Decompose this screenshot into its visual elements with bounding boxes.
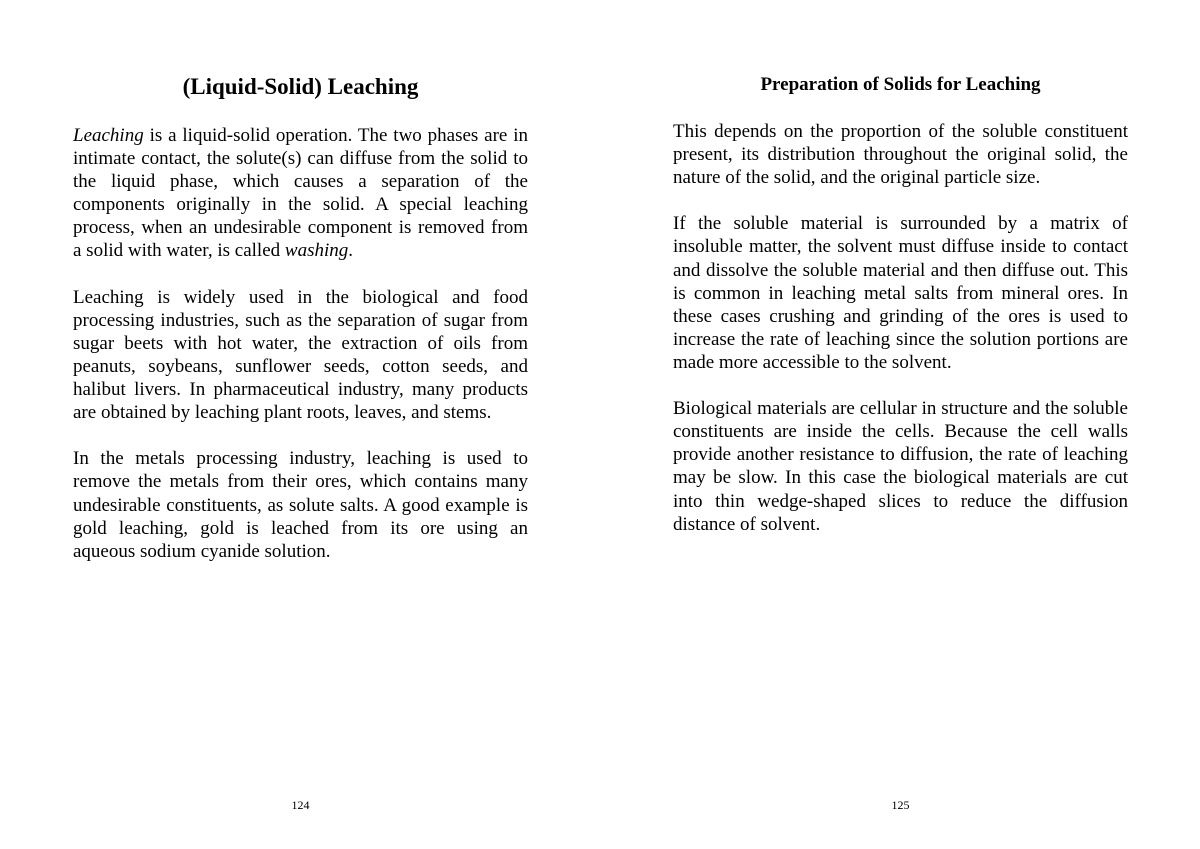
page-title: (Liquid-Solid) Leaching: [182, 74, 419, 99]
paragraph-text: is a liquid-solid operation. The two phases are in intimate contact, the solute(s) can diffuse from the solid to the liquid phase, which causes a separation of the components originally in the solid. A special leaching process, when an undesirable component is removed from a solid with water, is called: [73, 125, 528, 262]
body-text: [673, 120, 1128, 536]
page-number: 124: [291, 798, 310, 812]
paragraph: In the metals processing industry, leaching is used to remove the metals from their ores, which contains many undesirable constituents, as solute salts. A good example is gold leaching, gold is leached from its ore using an aqueous sodium cyanide solution.: [73, 448, 528, 562]
body-text: [73, 124, 528, 563]
paragraph: [73, 124, 528, 263]
paragraph-end: .: [348, 240, 353, 262]
left-page: [73, 0, 528, 849]
paragraph: If the soluble material is surrounded by a matrix of insoluble matter, the solvent must diffuse inside to contact and dissolve the soluble material and then diffuse out. This is common in leaching metal salts from mineral ores. In these cases crushing and grinding of the ores is used to increase the rate of leaching since the solution portions are made more accessible to the solvent.: [673, 213, 1128, 373]
right-page: [673, 0, 1128, 849]
paragraph: Leaching is widely used in the biological and food processing industries, such as the separation of sugar from sugar beets with hot water, the extraction of oils from peanuts, soybeans, sunflower seeds, cotton seeds, and halibut livers. In pharmaceutical industry, many products are obtained by leaching plant roots, leaves, and stems.: [73, 286, 528, 424]
section-title: Preparation of Solids for Leaching: [760, 74, 1041, 95]
page-number: 125: [891, 798, 910, 812]
paragraph: This depends on the proportion of the soluble constituent present, its distribution throughout the original solid, the nature of the solid, and the original particle size.: [673, 121, 1128, 189]
term-leaching: Leaching: [73, 125, 144, 146]
paragraph: Biological materials are cellular in structure and the soluble constituents are inside the cells. Because the cell walls provide another resistance to diffusion, the rate of leaching may be slow. In this case the biological materials are cut into thin wedge-shaped slices to reduce the diffusion distance of solvent.: [673, 398, 1128, 535]
term-washing: washing: [284, 240, 349, 262]
